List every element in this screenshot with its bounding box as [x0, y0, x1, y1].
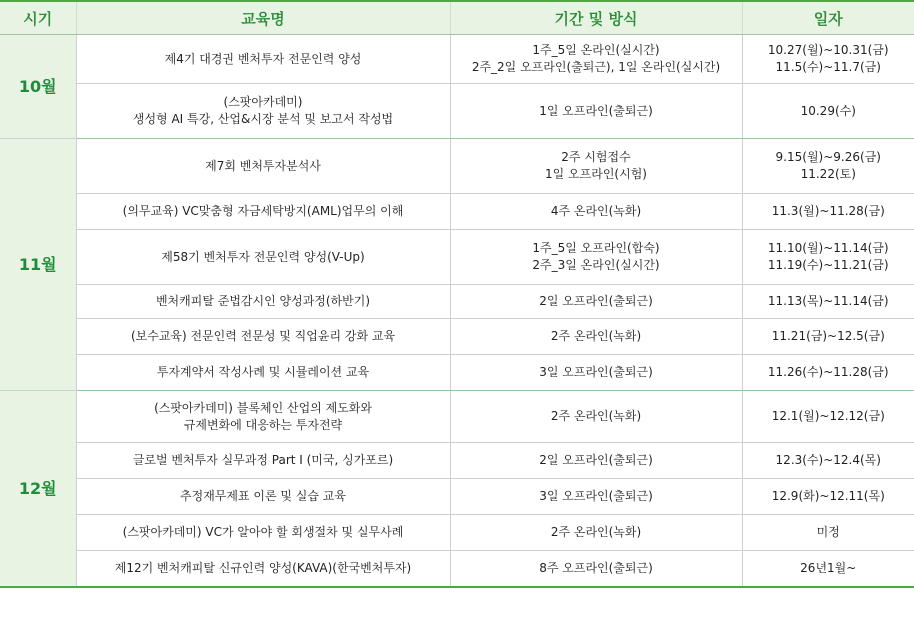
header-course-name: 교육명 — [76, 1, 450, 35]
course-method: 3일 오프라인(출퇴근) — [450, 479, 742, 515]
header-duration-method: 기간 및 방식 — [450, 1, 742, 35]
course-date: 11.3(월)~11.28(금) — [742, 194, 914, 230]
course-method: 1주_5일 온라인(실시간) 2주_2일 오프라인(출퇴근), 1일 온라인(실시간) — [450, 35, 742, 84]
course-date: 9.15(월)~9.26(금) 11.22(토) — [742, 139, 914, 194]
table-row — [0, 84, 914, 139]
course-date: 12.9(화)~12.11(목) — [742, 479, 914, 515]
table-row — [0, 479, 914, 515]
table-row — [0, 515, 914, 551]
course-name: 제4기 대경권 벤처투자 전문인력 양성 — [76, 35, 450, 84]
course-name: 글로벌 벤처투자 실무과정 Part I (미국, 싱가포르) — [76, 443, 450, 479]
course-method: 2일 오프라인(출퇴근) — [450, 285, 742, 319]
table-header-row — [0, 1, 914, 35]
course-name: 제7회 벤처투자분석사 — [76, 139, 450, 194]
course-name: (의무교육) VC맞춤형 자금세탁방지(AML)업무의 이해 — [76, 194, 450, 230]
course-name: 투자계약서 작성사례 및 시뮬레이션 교육 — [76, 355, 450, 391]
course-date: 10.27(월)~10.31(금) 11.5(수)~11.7(금) — [742, 35, 914, 84]
course-method: 8주 오프라인(출퇴근) — [450, 551, 742, 587]
course-method: 2주 시험접수 1일 오프라인(시험) — [450, 139, 742, 194]
course-date: 11.21(금)~12.5(금) — [742, 319, 914, 355]
table-row — [0, 194, 914, 230]
table-row — [0, 35, 914, 84]
table-row — [0, 443, 914, 479]
course-method: 2주 온라인(녹화) — [450, 391, 742, 443]
course-name: (스팟아카데미) 블록체인 산업의 제도화와 규제변화에 대응하는 투자전략 — [76, 391, 450, 443]
month-december: 12월 — [0, 391, 76, 587]
table-row — [0, 139, 914, 194]
course-date: 12.1(월)~12.12(금) — [742, 391, 914, 443]
table-row — [0, 355, 914, 391]
month-october: 10월 — [0, 35, 76, 139]
course-date: 미정 — [742, 515, 914, 551]
course-name: 추정재무제표 이론 및 실습 교육 — [76, 479, 450, 515]
course-date: 12.3(수)~12.4(목) — [742, 443, 914, 479]
course-name: 제12기 벤처캐피탈 신규인력 양성(KAVA)(한국벤처투자) — [76, 551, 450, 587]
course-method: 2주 온라인(녹화) — [450, 515, 742, 551]
course-name: (스팟아카데미) VC가 알아야 할 회생절차 및 실무사례 — [76, 515, 450, 551]
course-method: 3일 오프라인(출퇴근) — [450, 355, 742, 391]
table-row — [0, 391, 914, 443]
course-method: 2주 온라인(녹화) — [450, 319, 742, 355]
course-name: 제58기 벤처투자 전문인력 양성(V-Up) — [76, 230, 450, 285]
course-method: 1주_5일 오프라인(합숙) 2주_3일 온라인(실시간) — [450, 230, 742, 285]
header-period: 시기 — [0, 1, 76, 35]
course-date: 11.10(월)~11.14(금) 11.19(수)~11.21(금) — [742, 230, 914, 285]
month-november: 11월 — [0, 139, 76, 391]
course-name: (보수교육) 전문인력 전문성 및 직업윤리 강화 교육 — [76, 319, 450, 355]
table-row — [0, 285, 914, 319]
table-row — [0, 551, 914, 587]
course-date: 10.29(수) — [742, 84, 914, 139]
course-date: 11.26(수)~11.28(금) — [742, 355, 914, 391]
course-method: 2일 오프라인(출퇴근) — [450, 443, 742, 479]
course-method: 1일 오프라인(출퇴근) — [450, 84, 742, 139]
table-row — [0, 230, 914, 285]
course-method: 4주 온라인(녹화) — [450, 194, 742, 230]
course-name: 벤처캐피탈 준법감시인 양성과정(하반기) — [76, 285, 450, 319]
table-row — [0, 319, 914, 355]
course-date: 11.13(목)~11.14(금) — [742, 285, 914, 319]
course-name: (스팟아카데미) 생성형 AI 특강, 산업&시장 분석 및 보고서 작성법 — [76, 84, 450, 139]
header-date: 일자 — [742, 1, 914, 35]
course-date: 26년1월~ — [742, 551, 914, 587]
